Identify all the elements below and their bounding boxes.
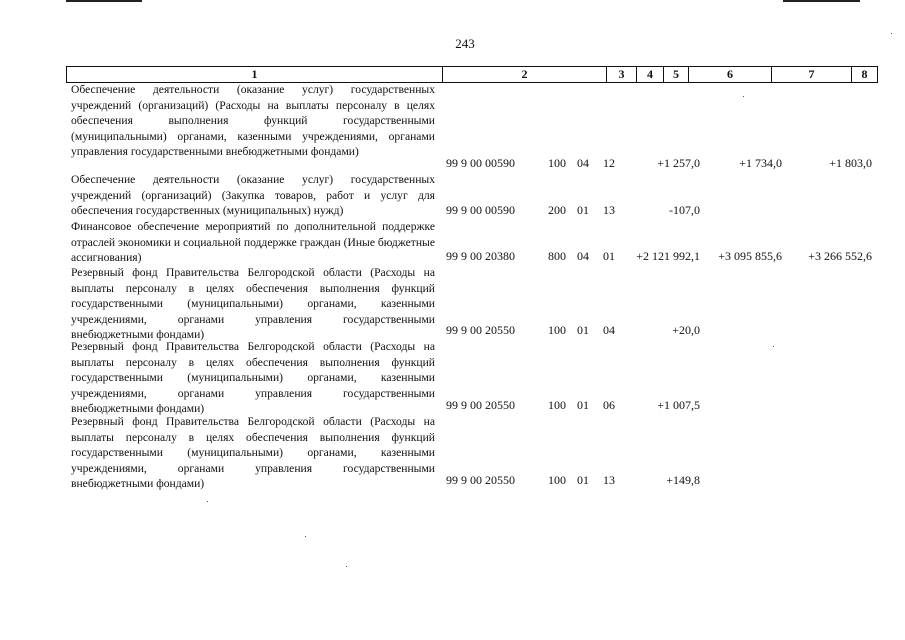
table-header: [66, 66, 878, 83]
header-col-5: 5: [664, 67, 689, 82]
row-code: 99 9 00 20380: [446, 249, 515, 264]
table-row: [0, 339, 905, 414]
row-value-6: +149,8: [666, 473, 700, 488]
row-col-3: 800: [548, 249, 566, 264]
row-value-7: +3 095 855,6: [718, 249, 782, 264]
row-value-7: +1 734,0: [739, 156, 782, 171]
row-col-4: 04: [577, 156, 589, 171]
header-col-1: 1: [67, 67, 443, 82]
row-col-4: 04: [577, 249, 589, 264]
row-code: 99 9 00 00590: [446, 203, 515, 218]
table-row: [0, 414, 905, 489]
row-col-5: 01: [603, 249, 615, 264]
header-col-4: 4: [637, 67, 664, 82]
scan-speck: [305, 536, 306, 537]
row-code: 99 9 00 00590: [446, 156, 515, 171]
row-value-6: +1 257,0: [657, 156, 700, 171]
row-col-4: 01: [577, 398, 589, 413]
row-value-6: +1 007,5: [657, 398, 700, 413]
header-col-3: 3: [607, 67, 637, 82]
header-col-6: 6: [689, 67, 772, 82]
scan-speck: [346, 566, 347, 567]
row-col-3: 100: [548, 156, 566, 171]
row-col-4: 01: [577, 323, 589, 338]
row-col-3: 100: [548, 398, 566, 413]
row-value-6: +2 121 992,1: [636, 249, 700, 264]
row-description: Резервный фонд Правительства Белгородской области (Расходы на выплаты персоналу в целях обеспечения выполнения функций государственными (муниципальными) органами, казенными учреждениями, органами управления государственными внебюджетными фондами): [71, 266, 435, 342]
row-value-6: +20,0: [672, 323, 700, 338]
row-col-5: 13: [603, 203, 615, 218]
header-col-7: 7: [772, 67, 852, 82]
header-col-8: 8: [861, 67, 868, 81]
table-row: [0, 172, 905, 219]
row-code: 99 9 00 20550: [446, 473, 515, 488]
scan-speck: [743, 96, 744, 97]
row-description: Обеспечение деятельности (оказание услуг) государственных учреждений (организаций) (Расходы на выплаты персоналу в целях обеспечения выполнения функций государственными (муниципальными) органами, казенными учреждениями, органами управления государственными внебюджетными фондами): [71, 83, 435, 159]
page-number: 243: [455, 36, 475, 51]
row-col-5: 13: [603, 473, 615, 488]
row-description: Финансовое обеспечение мероприятий по дополнительной поддержке отраслей экономики и социальной поддержке граждан (Иные бюджетные ассигнования): [71, 220, 435, 265]
row-description: Резервный фонд Правительства Белгородской области (Расходы на выплаты персоналу в целях обеспечения выполнения функций государственными (муниципальными) органами, казенными учреждениями, органами управления государственными внебюджетными фондами): [71, 340, 435, 416]
header-col-2: 2: [443, 67, 607, 82]
row-description: Резервный фонд Правительства Белгородской области (Расходы на выплаты персоналу в целях обеспечения выполнения функций государственными (муниципальными) органами, казенными учреждениями, органами управления государственными внебюджетными фондами): [71, 415, 435, 491]
table-row: [0, 82, 905, 172]
row-col-3: 100: [548, 473, 566, 488]
table-row: [0, 219, 905, 265]
row-description: Обеспечение деятельности (оказание услуг) государственных учреждений (организаций) (Закупка товаров, работ и услуг для обеспечения государственных (муниципальных) нужд): [71, 173, 435, 218]
top-edge-line-right: [783, 0, 860, 2]
row-value-8: +1 803,0: [829, 156, 872, 171]
table-row: [0, 265, 905, 342]
row-col-5: 04: [603, 323, 615, 338]
row-col-4: 01: [577, 203, 589, 218]
row-code: 99 9 00 20550: [446, 398, 515, 413]
row-code: 99 9 00 20550: [446, 323, 515, 338]
row-col-3: 100: [548, 323, 566, 338]
row-col-3: 200: [548, 203, 566, 218]
row-value-6: -107,0: [669, 203, 700, 218]
scan-speck: [891, 33, 892, 34]
row-col-4: 01: [577, 473, 589, 488]
row-value-8: +3 266 552,6: [808, 249, 872, 264]
scan-speck: [773, 346, 774, 347]
scan-speck: [207, 501, 208, 502]
row-col-5: 12: [603, 156, 615, 171]
row-col-5: 06: [603, 398, 615, 413]
top-edge-line-left: [66, 0, 142, 2]
